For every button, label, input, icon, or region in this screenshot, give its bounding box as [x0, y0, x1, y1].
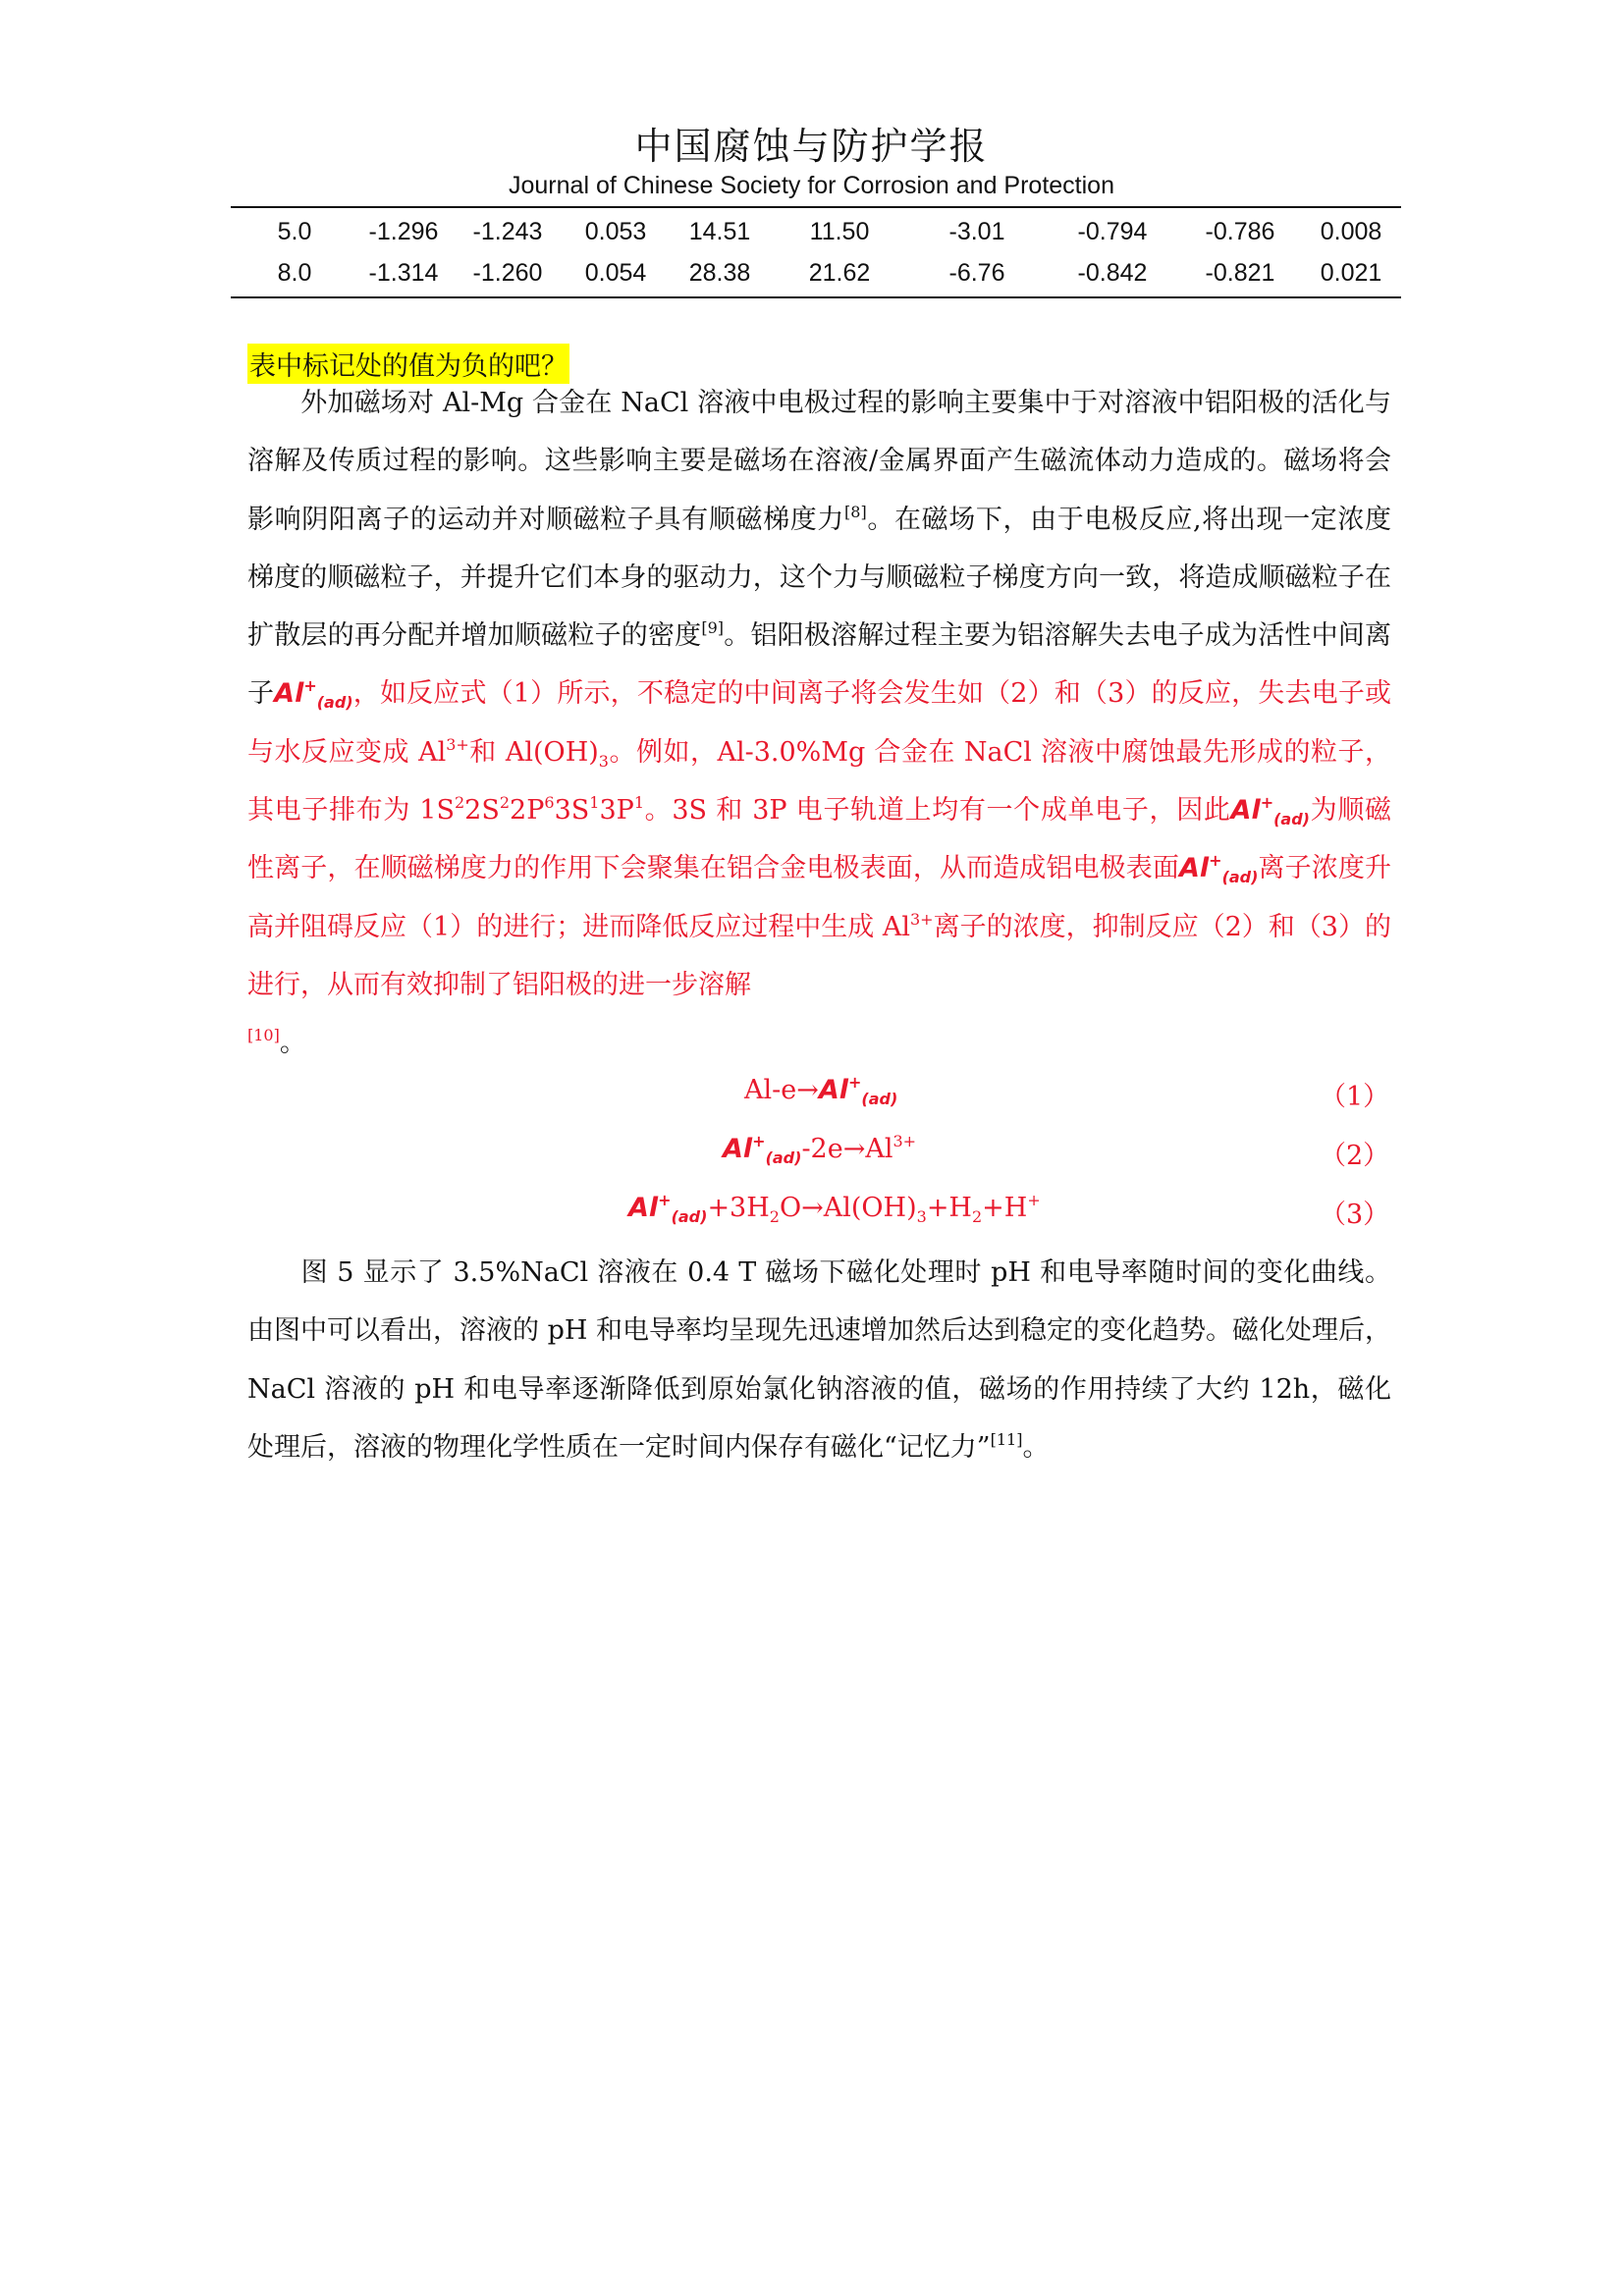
table-cell: 21.62	[808, 259, 871, 287]
equation-text: -2e→Al	[801, 1134, 893, 1164]
equation-text: O→Al(OH)	[779, 1193, 917, 1223]
superscript: 3+	[893, 1132, 917, 1150]
al-subscript: (ad)	[861, 1090, 898, 1108]
al-subscript: (ad)	[671, 1207, 708, 1226]
citation: [10]	[247, 1026, 280, 1045]
paragraph-text-red: 。例如，Al-3.0%Mg 合金在 NaCl 溶液中腐蚀最先形成的粒子，其电子排布为 1S	[247, 736, 1392, 827]
paragraph-text-red: 2S	[464, 795, 500, 827]
paragraph-text-red: 为顺磁性离子，在顺磁梯度力的作用下会聚集在铝合金电极表面，从而造成铝电极表面	[247, 795, 1391, 884]
table-cell: -3.01	[948, 218, 1005, 245]
equation-3	[0, 1193, 1623, 1242]
equation-1	[0, 1075, 1623, 1124]
superscript: 3+	[446, 734, 469, 754]
citation: [11]	[990, 1429, 1023, 1449]
subscript: 2	[971, 1207, 983, 1226]
al-subscript: (ad)	[316, 693, 353, 713]
paragraph-text-red: 3P	[599, 795, 634, 827]
equation-text: +H	[926, 1193, 972, 1223]
table-top-rule	[231, 206, 1401, 208]
paragraph-text-red: 离子的浓度，抑制反应（2）和（3）的进行，从而有效抑制了铝阳极的进一步溶解	[247, 911, 1391, 1000]
al-subscript: (ad)	[1221, 868, 1259, 887]
superscript: 1	[589, 793, 600, 813]
al-charge: +	[658, 1191, 672, 1209]
al-ad-ion-symbol	[1179, 851, 1259, 887]
superscript: 2	[454, 793, 465, 813]
equation-text: +3H	[707, 1193, 770, 1223]
table-cell: 8.0	[277, 259, 312, 287]
paragraph-text-red: 离子浓度升高并阻碍反应（1）的进行；进而降低反应过程中生成 Al	[247, 853, 1392, 942]
al-symbol: Al	[628, 1193, 659, 1223]
equation-body	[628, 1191, 1041, 1226]
al-charge: +	[1209, 851, 1222, 871]
table-cell: -1.296	[368, 218, 439, 245]
journal-title-english: Journal of Chinese Society for Corrosion and Protection	[509, 172, 1114, 199]
superscript: +	[1027, 1191, 1041, 1209]
al-ad-ion-symbol	[274, 676, 353, 713]
table-cell: -0.786	[1205, 218, 1275, 245]
equation-2	[0, 1134, 1623, 1183]
al-symbol: Al	[274, 678, 304, 710]
paragraph-text: 。铝阳极溶解过程主要为铝溶解失去电子成为活性中间离子	[247, 620, 1392, 710]
table-cell: 11.50	[809, 218, 870, 245]
superscript: 6	[544, 793, 555, 813]
table-cell: -0.821	[1205, 259, 1275, 287]
paragraph-text: 外加磁场对 Al-Mg 合金在 NaCl 溶液中电极过程的影响主要集中于对溶液中铝阳极的活化与溶解及传质过程的影响。这些影响主要是磁场在溶液/金属界面产生磁流体动力造成的。磁场将会影响阴阳离子的运动并对顺磁粒子具有顺磁梯度力	[247, 388, 1391, 535]
al-symbol: Al	[1179, 853, 1210, 884]
equation-number: （1）	[1320, 1082, 1390, 1112]
table-cell: -1.260	[472, 259, 543, 287]
superscript: 2	[499, 793, 511, 813]
al-symbol: Al	[1230, 795, 1261, 827]
paragraph-figure5	[247, 1244, 1391, 1476]
equation-text: +H	[982, 1193, 1028, 1223]
al-symbol: Al	[818, 1075, 849, 1105]
table-bottom-rule	[231, 296, 1401, 298]
table-cell: -0.794	[1077, 218, 1148, 245]
citation: [8]	[844, 502, 867, 521]
al-ad-ion-symbol	[723, 1132, 802, 1167]
table-cell: 0.053	[584, 218, 647, 245]
al-ad-ion-symbol	[628, 1191, 708, 1226]
paragraph-text-red: 2P	[510, 795, 545, 827]
paragraph-text-red: ，如反应式（1）所示，不稳定的中间离子将会发生如（2）和（3）的反应，失去电子或与水反应变成 Al	[247, 678, 1391, 768]
table-cell: 14.51	[688, 218, 751, 245]
table-cell: 28.38	[688, 259, 751, 287]
subscript: 2	[769, 1207, 780, 1226]
al-subscript: (ad)	[1273, 810, 1310, 829]
table-cell: 0.021	[1320, 259, 1382, 287]
equation-number: （3）	[1320, 1200, 1390, 1230]
paragraph-text: 图 5 显示了 3.5%NaCl 溶液在 0.4 T 磁场下磁化处理时 pH 和电导率随时间的变化曲线。由图中可以看出，溶液的 pH 和电导率均呈现先迅速增加然后达到稳定的变化趋势。磁化处理后，NaCl 溶液的 pH 和电导率逐渐降低到原始氯化钠溶液的值，磁场的作用持续了大约 12h，磁化处理后，溶液的物理化学性质在一定时间内保存有磁化“记忆力”	[247, 1257, 1391, 1463]
equation-text: Al-e→	[744, 1075, 819, 1105]
paragraph-text: 。	[1022, 1431, 1050, 1463]
paragraph-text: 。	[279, 1028, 306, 1059]
paragraph-text-red: 和 Al(OH)	[468, 736, 599, 768]
table-cell: 0.054	[584, 259, 647, 287]
table-cell: -6.76	[948, 259, 1005, 287]
al-charge: +	[1260, 793, 1274, 813]
table-cell: 0.008	[1320, 218, 1382, 245]
al-charge: +	[303, 676, 317, 696]
paragraph-text-red: 。3S 和 3P 电子轨道上均有一个成单电子，因此	[644, 795, 1231, 827]
equation-body	[744, 1073, 898, 1108]
journal-title-chinese: 中国腐蚀与防护学报	[634, 125, 989, 168]
superscript: 3+	[909, 909, 934, 929]
al-charge: +	[848, 1073, 862, 1092]
review-comment-highlight: 表中标记处的值为负的吧？	[247, 344, 569, 384]
table-cell: -0.842	[1077, 259, 1148, 287]
paragraph-text: 。在磁场下，由于电极反应,将出现一定浓度梯度的顺磁粒子，并提升它们本身的驱动力，这个力与顺磁粒子梯度方向一致，将造成顺磁粒子在扩散层的再分配并增加顺磁粒子的密度	[247, 504, 1392, 652]
superscript: 1	[633, 793, 644, 813]
table-cell: -1.314	[368, 259, 439, 287]
equation-number: （2）	[1320, 1141, 1390, 1171]
equation-body	[723, 1132, 917, 1167]
table-cell: 5.0	[277, 218, 312, 245]
table-row	[0, 218, 1623, 257]
subscript: 3	[916, 1207, 927, 1226]
al-ad-ion-symbol	[818, 1073, 898, 1108]
table-cell: -1.243	[472, 218, 543, 245]
al-subscript: (ad)	[765, 1148, 802, 1167]
al-symbol: Al	[723, 1134, 753, 1164]
table-row	[0, 259, 1623, 298]
paragraph-mechanism	[247, 374, 1391, 1073]
paragraph-text-red: 3S	[554, 795, 590, 827]
al-ad-ion-symbol	[1230, 793, 1310, 829]
citation: [9]	[701, 618, 725, 638]
subscript: 3	[598, 751, 609, 771]
al-charge: +	[752, 1132, 766, 1150]
